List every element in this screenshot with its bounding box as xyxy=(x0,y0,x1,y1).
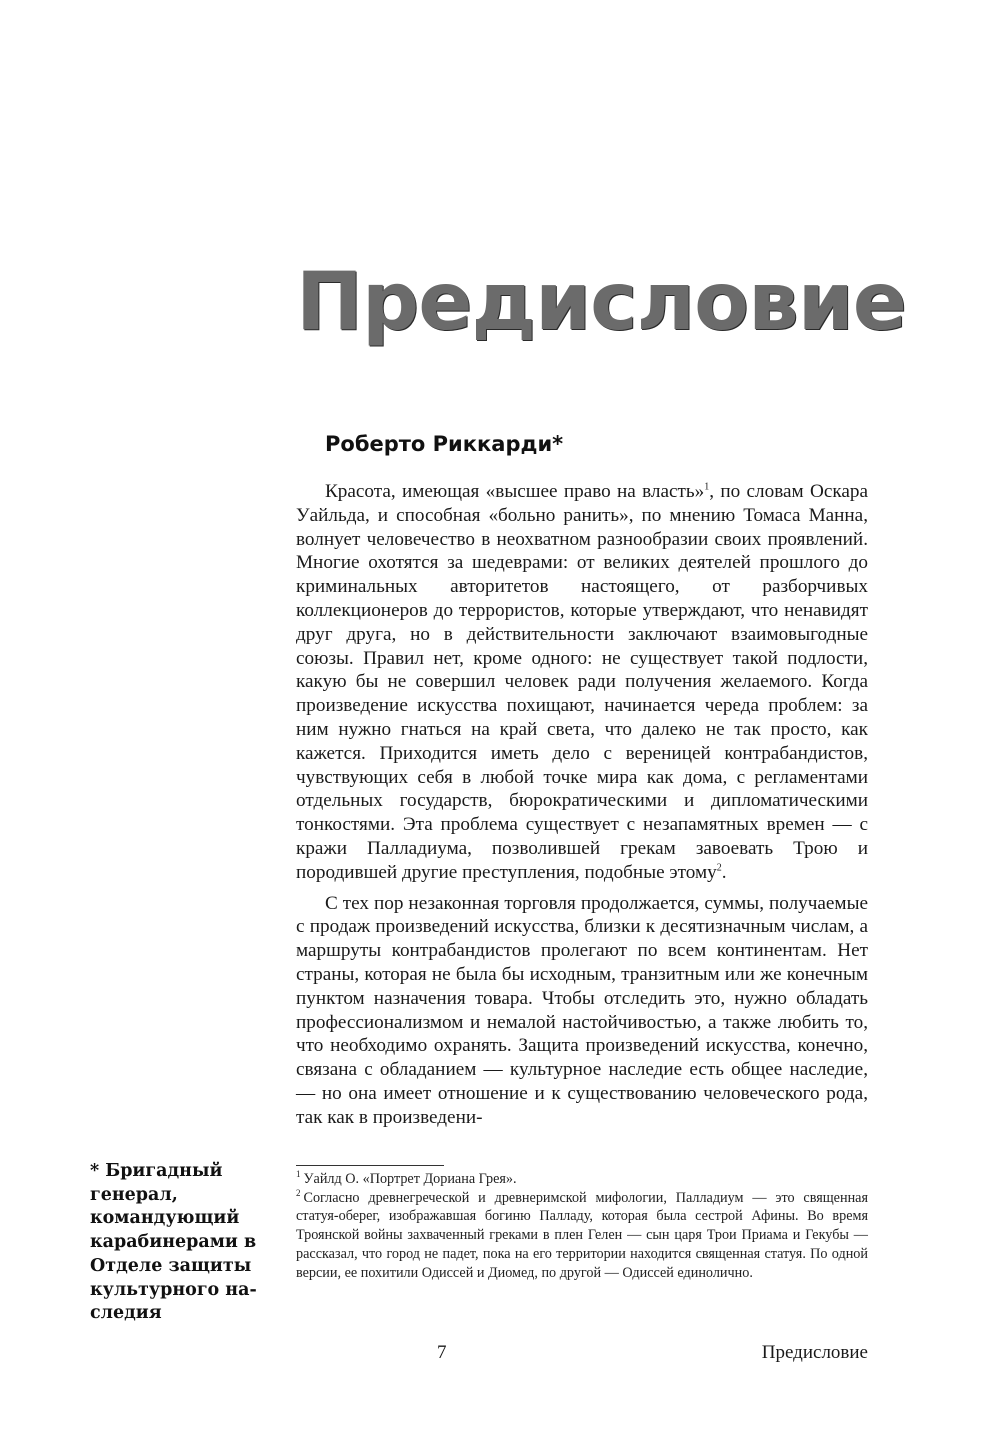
paragraph: С тех пор незаконная торговля продолжается, суммы, получаемые с продаж произведений искусства, близки к десятизначным числам, а маршруты контрабандистов пролегают по всем континентам. Нет страны, которая не была бы исходным, транзитным или же конечным пунктом назначения товара. Чтобы отследить это, нужно обладать профессионализмом и немалой настойчивостью, а также любить то, что необходимо охранять. Защита произведений искусства, конечно, связана с обладанием — культурное наследие есть общее наследие, — но она имеет отношение и к существованию человеческого рода, так как в произведени- xyxy=(296,892,868,1128)
paragraph: Красота, имеющая «высшее право на власть»$^1$, по словам Оскара Уайльда, и способная «больно ранить», по мнению Томаса Манна, волнует человечество в неохватном разнообразии своих проявлений. Многие охотятся за шедеврами: от великих деятелей прошлого до криминальных авторитетов настоящего, от разборчивых коллекционеров до террористов, которые утверждают, что ненавидят друг друга, но в действительности заключают взаимовыгодные союзы. Правил нет, кроме одного: не существует такой подлости, какую бы не совершил человек ради получения желаемого. Когда произведение искусства похищают, начинается череда проблем: за ним нужно гнаться на край света, что далеко не так просто, как кажется. Приходится иметь дело с вереницей контрабандистов, чувствующих себя в любой точке мира как дома, с регламентами отдельных государств, бюрократическими и дипломатическими тонкостями. Эта проблема существует с незапамятных времен — с кражи Палладиума, позволившей грекам завоевать Трою и породившей другие преступления, подобные этому$^2$. xyxy=(296,481,868,883)
author-margin-note: * Бригадный генерал, командующий карабинерами в Отделе защиты культурного наследия xyxy=(90,1161,257,1324)
page-number: 7 xyxy=(437,1342,447,1363)
chapter-title: Предисловие xyxy=(296,255,907,348)
footnote-ref: 1 xyxy=(704,481,710,493)
footnote: $^2$ Согласно древнегреческой и древнеримской мифологии, Палладиум — это священная статуя-оберег, изображавшая богиню Палладу, которая была сестрой Афины. Во время Троянской войны захваченный греками в плен Гелен — сын царя Трои Приама и Гекубы — рассказал, что город не падет, пока на его территории находится священная статуя. По одной версии, ее похитили Одиссей и Диомед, по другой — Одиссей единолично. xyxy=(296,1187,868,1281)
footnotes xyxy=(296,1170,868,1282)
author-name: Роберто Риккарди* xyxy=(325,432,564,456)
body-text xyxy=(296,480,868,1137)
footnote-divider xyxy=(296,1165,444,1166)
running-head: Предисловие xyxy=(761,1342,868,1363)
footnote: $^1$ Уайлд О. «Портрет Дориана Грея». xyxy=(296,1169,517,1187)
footnote-ref: 2 xyxy=(716,862,722,874)
